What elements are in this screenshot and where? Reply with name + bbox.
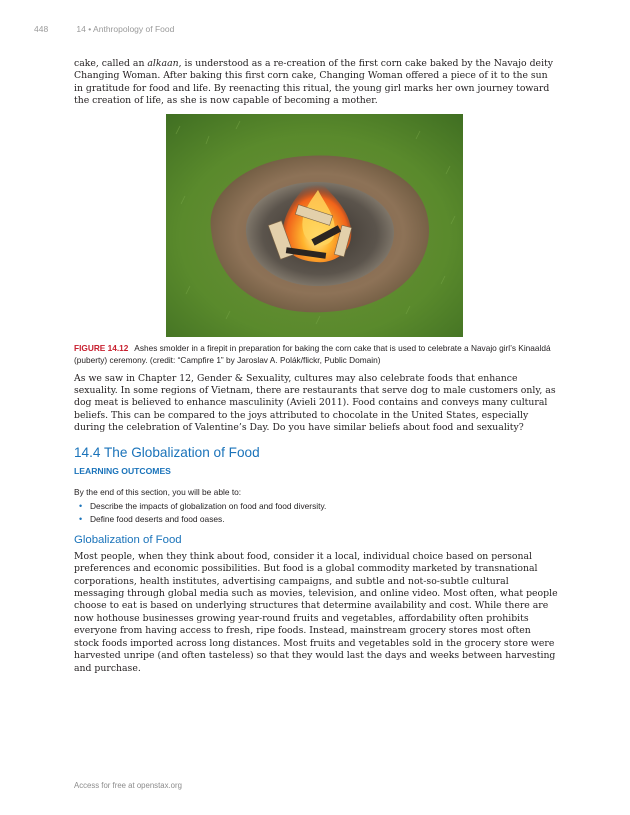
firepit-photo <box>166 114 463 337</box>
figure-label: FIGURE 14.12 <box>74 342 129 353</box>
running-header <box>34 24 174 34</box>
learning-outcomes-title: LEARNING OUTCOMES <box>74 465 171 476</box>
subsection-title: Globalization of Food <box>74 533 182 546</box>
figure-caption <box>74 342 558 367</box>
chapter-title: 14 • Anthropology of Food <box>76 24 175 34</box>
figure-caption-text: Ashes smolder in a firepit in preparation for baking the corn cake that is used to celebrate a Navajo girl’s Kinaaldá (puberty) ceremony. (credit: “Campfire 1” by Jaroslav A. Polák/flickr, Public Domain) <box>74 342 551 366</box>
list-item: • Describe the impacts of globalization on food and food diversity. <box>74 500 558 514</box>
section-title: 14.4 The Globalization of Food <box>74 444 260 460</box>
page-number: 448 <box>34 24 49 34</box>
page-footer: Access for free at openstax.org <box>74 781 182 790</box>
term-alkaan: alkaan <box>147 58 179 69</box>
list-item: • Define food deserts and food oases. <box>74 513 558 527</box>
paragraph-globalization: Most people, when they think about food, consider it a local, individual choice based on personal preferences and economic possibilities. But food is a global commodity marketed by transnational corporations, health institutes, advertising campaigns, and subtle and not-so-subtle cultural messaging through global media such as movies, television, and online video. Most often, what people choose to eat is based on underlying structures that determine availability and cost. While there are now hothouse businesses growing year-round fruits and vegetables, affordability often prohibits everyone from having access to fresh, ripe foods. Instead, mainstream grocery stores most often stock foods imported across long distances. Most fruits and vegetables sold in the grocery store were harvested unripe (and often tasteless) so that they would last the days and weeks between harvesting and purchase. <box>74 550 558 674</box>
figure-14-12 <box>74 114 558 367</box>
page-content <box>74 58 558 675</box>
paragraph-sexuality: As we saw in Chapter 12, Gender & Sexuality, cultures may also celebrate foods that enhance sexuality. In some regions of Vietnam, there are restaurants that serve dog to male customers only, as dog meat is believed to enhance masculinity (Avieli 2011). Food contains and conveys many cultural beliefs. This can be compared to the joys attributed to chocolate in the United States, especially during the celebration of Valentine’s Day. Do you have similar beliefs about food and sexuality? <box>74 372 556 434</box>
bullet-icon: • <box>79 514 83 525</box>
bullet-icon: • <box>79 500 83 511</box>
learning-outcomes-intro: By the end of this section, you will be able to: <box>74 486 242 497</box>
learning-outcomes-list <box>74 500 558 527</box>
paragraph-alkaan: cake, called an alkaan, is understood as a re-creation of the first corn cake baked by the Navajo deity Changing Woman. After baking this first corn cake, Changing Woman offered a piece of it to the sun in gratitude for food and life. By reenacting this ritual, the young girl marks her own journey toward the creation of life, as she is now capable of becoming a mother. <box>74 58 554 107</box>
